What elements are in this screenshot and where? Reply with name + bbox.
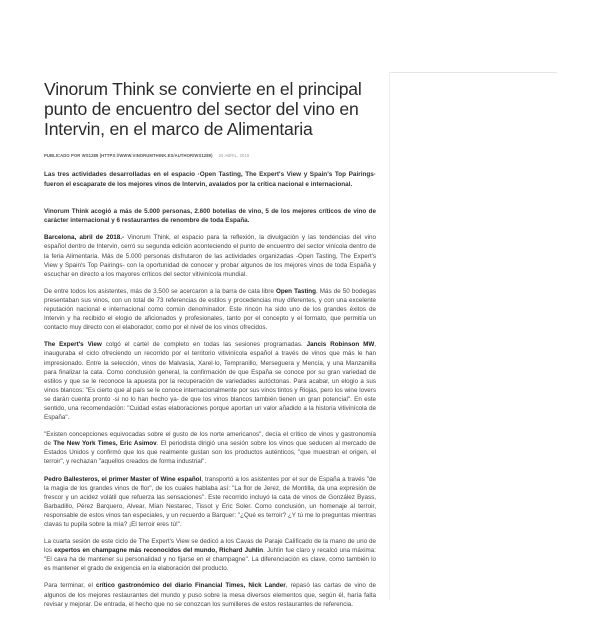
paragraph-3: [44, 340, 376, 422]
paragraph-2: [44, 287, 376, 332]
paragraph-3-bold-2: Jancis Robinson MW: [306, 341, 375, 349]
sidebar-divider: [389, 72, 390, 600]
paragraph-5-bold: Pedro Ballesteros, el primer Master of Wine español: [44, 475, 202, 483]
paragraph-3-text-a: colgó el cartel de completo en todas las sesiones programadas.: [101, 341, 307, 349]
paragraph-7: [44, 581, 376, 608]
paragraph-5-text-c: , transportó a los asistentes por el sur de España a través "de la magia de los grandes vinos de flor", de los cuales hablaba así: "La flor de Jerez, de Montilla, da una expresión de frescor y un acidez volátil que refuerza las sensaciones". Este recorrido incluyó la cata de vinos de González Byass, Barbadillo, Pérez Barquero, Alvear, Mían Nestarec, Tissot y Eric Soler. Como conclusión, un homenaje al terroir, responsable de estos vinos tan especiales, y un recuerdo a Barquer: "¿Qué es terroir? ¿Y tú me lo preguntas mientras clavas tu pupila sobre la mía? ¡El terroir eres tú!".: [44, 475, 376, 528]
publish-date: 26 ABRIL, 2018: [218, 153, 250, 158]
article: [44, 79, 376, 617]
article-meta: [44, 153, 376, 158]
paragraph-4-text-a: "Existen concepciones equivocadas sobre el gusto de los norte americanos", decía el crítico de vinos y gastronomía de: [44, 431, 376, 448]
paragraph-1: [44, 233, 376, 278]
paragraph-2-text-c: . Más de 50 bodegas presentaban sus vinos, con un total de 73 referencias de estilos y procedencias muy diferentes, y con una excelente reputación nacional e internacional como común denominador. Este rincón ha sido uno de los grandes éxitos de Intervin y ha recibido el elogio de aficionados y profesionales, tanto por el concepto y el formato, que permitía un contacto muy directo con el elaborador, como por el nivel de los vinos ofrecidos.: [44, 287, 377, 332]
article-lead: Las tres actividades desarrolladas en el espacio ·Open Tasting, The Expert's View y Spain's Top Pairings· fueron el escaparate de los mejores vinos de Intervin, avalados por la crítica nacional e internacional.: [44, 171, 376, 188]
article-title: Vinorum Think se convierte en el principal punto de encuentro del sector del vino en Intervin, en el marco de Alimentaria: [44, 79, 362, 139]
paragraph-7-bold: crítico gastronómico del diario Financial Times, Nick Lander: [95, 582, 286, 590]
paragraph-1-text: Vinorum Think, el espacio para la reflexión, la divulgación y las tendencias del vino español dentro de Intervin, cerró su segunda edición aconteciendo el punto de encuentro del sector vinícola dentro de la feria Alimentaria. Más de 5.000 personas disfrutaron de las actividades organizadas -Open Tasting, The Expert's View y Spain's Top Pairings- con la oportunidad de conocer y probar algunos de los mejores vinos de toda España y escuchar en directo a los mayores críticos del sector vitivinícola mundial.: [44, 234, 376, 278]
paragraph-7-text-a: Para terminar, el: [44, 582, 96, 590]
paragraph-1-dateline: Barcelona, abril de 2018.-: [44, 234, 125, 242]
paragraph-6: [44, 537, 376, 573]
paragraph-6-text-c: . Juhlin fue claro y recalcó una máxima: "El cava ha de mantener su personalidad y no fijarse en el champagne". La diferenciación es clave, como también lo es mantener el grado de exigencia en la elaboración del producto.: [44, 547, 376, 573]
paragraph-7-text-c: , repasó las cartas de vino de algunos de los mejores restaurantes del mundo y puso sobre la mesa diversos elementos que, según él, haría falta revisar y mejorar. De entrada, el hecho que no se conozcan los sumilleres de estos restaurantes de referencia.: [44, 582, 376, 608]
paragraph-4-text-c: . El periodista dirigió una sesión sobre los vinos que seducen al mercado de Estados Unidos y confirmó que los que realmente gustan son los productos auténticos, "que muestran el origen, el terroir", y rechazan "aquellos creados de forma industrial".: [44, 440, 376, 466]
paragraph-3-text-c: , inauguraba el ciclo ofreciendo un recorrido por el territorio vitivinícola español a través de vinos que más le han impresionado. Entre la selección, vinos de Malvasía, Xarel·lo, Tempranillo, Merseguera y Mencía, y una Manzanilla para finalizar la cata. Como conclusión general, la confirmación de que España se conoce por su gran variedad de estilos y que se le reconoce la apuesta por la recuperación de variedades autóctonas. Para acabar, un elogio a sus vinos blancos: "Es cierto que al país se le conoce internacionalmente por sus vinos tintos y Riojas, pero los wine lovers se darán cuenta pronto -si no lo han hecho ya- de que los vinos blancos también tienen un gran potencial". En este sentido, una recomendación: "Cuidad estas elaboraciones porque aportan un valor añadido a la historia vitivinícola de España".: [44, 341, 377, 422]
paragraph-3-bold: The Expert's View: [44, 341, 102, 349]
article-intro: Vinorum Think acogió a más de 5.000 personas, 2.600 botellas de vino, 5 de los mejores críticos de vino de carácter internacional y 6 restaurantes de renombre de toda España.: [44, 208, 376, 225]
paragraph-5: [44, 475, 376, 530]
paragraph-6-bold: expertos en champagne más reconocidos del mundo, Richard Juhlin: [54, 547, 264, 555]
paragraph-2-bold: Open Tasting: [275, 287, 316, 295]
sidebar-rule: [390, 72, 557, 73]
author-link[interactable]: PUBLICADO POR WS1289 (HTTPS://WWW.VINORUMTHINK.ES/AUTHOR/WS1289): [44, 153, 213, 158]
paragraph-2-text-a: De entre todos los asistentes, más de 3.500 se acercaron a la barra de cata libre: [44, 287, 276, 295]
paragraph-6-text-a: La cuarta sesión de este ciclo de The Expert's View se dedicó a los Cavas de Paraje Calificado de la mano de uno de los: [44, 538, 376, 555]
paragraph-4-bold: The New York Times, Eric Asimov: [53, 440, 157, 448]
paragraph-4: [44, 430, 376, 466]
